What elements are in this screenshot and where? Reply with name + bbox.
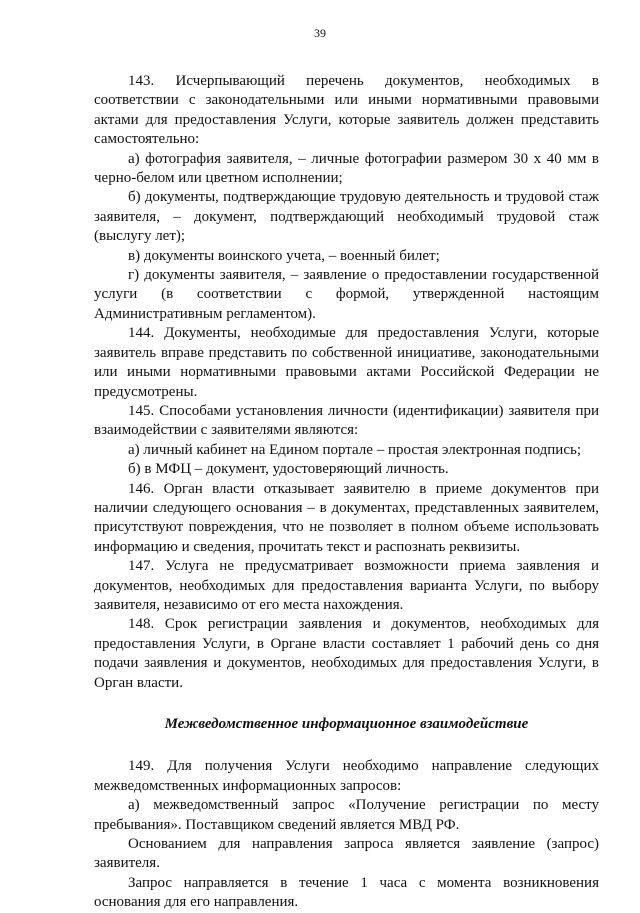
paragraph-145-a: а) личный кабинет на Едином портале – простая электронная подпись;	[128, 441, 582, 458]
document-body	[94, 72, 599, 913]
paragraph-149-a: а) межведомственный запрос «Получение регистрации по месту пребывания». Поставщиком сведений является МВД РФ.	[94, 797, 599, 833]
paragraph-143-v: в) документы воинского учета, – военный билет;	[128, 247, 440, 264]
paragraph-147: 147. Услуга не предусматривает возможности приема заявления и документов, необходимых для предоставления варианта Услуги, по выбору заявителя, независимо от его места нахождения.	[94, 558, 599, 613]
paragraph-146: 146. Орган власти отказывает заявителю в приеме документов при наличии следующего основания – в документах, представленных заявителем, присутствуют повреждения, что не позволяет в полном объеме использовать информацию и сведения, прочитать текст и распознать реквизиты.	[94, 480, 599, 555]
paragraph-145-b: б) в МФЦ – документ, удостоверяющий личность.	[128, 461, 449, 478]
paragraph-149: 149. Для получения Услуги необходимо направление следующих межведомственных информационных запросов:	[94, 758, 599, 794]
paragraph-request-basis: Основанием для направления запроса является заявление (запрос) заявителя.	[94, 836, 599, 872]
paragraph-145: 145. Способами установления личности (идентификации) заявителя при взаимодействии с заявителями являются:	[94, 402, 599, 439]
paragraph-144: 144. Документы, необходимые для предоставления Услуги, которые заявитель вправе представить по собственной инициативе, законодательными или иными нормативными правовыми актами Российской Федерации не предусмотрены.	[94, 325, 599, 400]
paragraph-143-g: г) документы заявителя, – заявление о предоставлении государственной услуги (в соответствии с формой, утвержденной настоящим Административным регламентом).	[94, 267, 599, 322]
section-heading: Межведомственное информационное взаимодействие	[164, 716, 529, 732]
page-number: 39	[314, 26, 326, 40]
paragraph-143: 143. Исчерпывающий перечень документов, необходимых в соответствии с законодательными или иными нормативными правовыми актами для предоставления Услуги, которые заявитель должен представить самостоятельно:	[94, 73, 599, 148]
paragraph-148: 148. Срок регистрации заявления и документов, необходимых для предоставления Услуги, в Органе власти составляет 1 рабочий день со дня подачи заявления и документов, необходимых для предоставления Услуги, в Орган власти.	[94, 616, 599, 691]
paragraph-request-timing: Запрос направляется в течение 1 часа с момента возникновения основания для его направления.	[94, 874, 599, 911]
paragraph-143-a: а) фотография заявителя, – личные фотографии размером 30 х 40 мм в черно-белом или цветном исполнении;	[94, 150, 599, 187]
paragraph-143-b: б) документы, подтверждающие трудовую деятельность и трудовой стаж заявителя, – документ, подтверждающий необходимый трудовой стаж (выслугу лет);	[94, 189, 599, 245]
